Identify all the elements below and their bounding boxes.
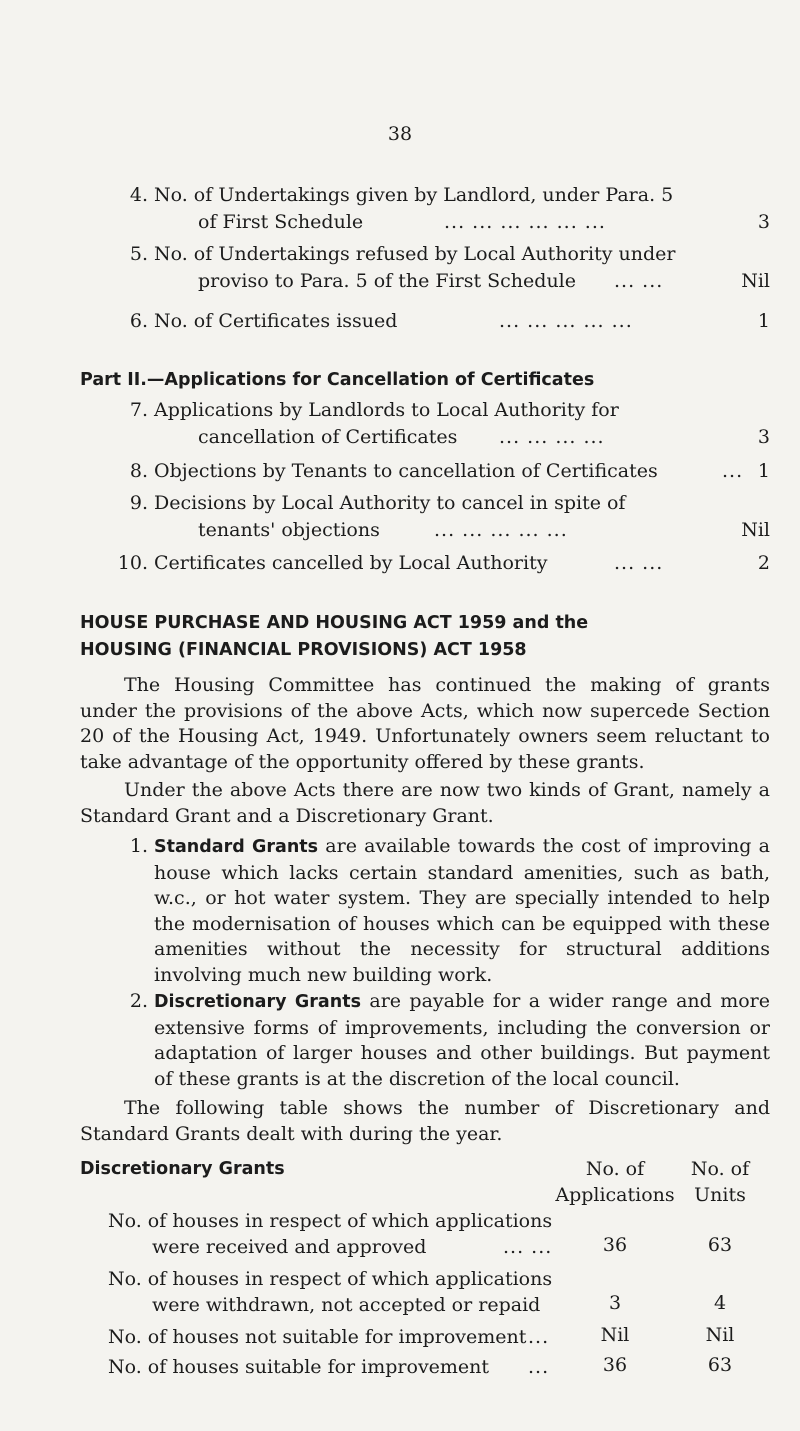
item-text: Decisions by Local Authority to cancel in spite of tenants' objections ... ... ... ... ... — [154, 490, 710, 544]
item-value: 3 — [757, 211, 770, 233]
item-value: 2 — [757, 552, 770, 574]
item-text: No. of Undertakings refused by Local Authority under proviso to Para. 5 of the First Schedule ... ... — [154, 241, 710, 295]
grant-title: Standard Grants — [154, 837, 319, 857]
paragraph: The Housing Committee has continued the making of grants under the provisions of the above Acts, which now supercede Section 20 of the Housing Act, 1949. Unfortunately owners seem reluctant to take advantage of the opportunity offered by these grants. — [80, 674, 770, 773]
list-item — [108, 397, 770, 451]
item-number: 10. — [117, 552, 148, 574]
grant-text: Discretionary Grants are payable for a wider range and more extensive forms of improvements, including the conversion or adaptation of larger houses and other buildings. But payment of these grants is at the discretion of the local council. — [154, 990, 770, 1090]
item-text: No. of Certificates issued ... ... ... ... ... — [154, 308, 710, 335]
leader-dots: ... ... ... ... ... — [499, 310, 633, 332]
table-row: No. of houses in respect of which applications were received and approved ... ... — [108, 1210, 553, 1258]
table-row: No. of houses not suitable for improvement ... — [108, 1326, 550, 1348]
item-number: 7. — [129, 399, 148, 421]
section-heading: Part II.—Applications for Cancellation of Certificates — [80, 370, 595, 390]
column-header-units: No. of Units — [690, 1158, 750, 1206]
item-value: Nil — [741, 519, 770, 541]
item-number: 8. — [129, 460, 148, 482]
cell-applications: 36 — [602, 1354, 628, 1376]
item-value: 1 — [757, 460, 770, 482]
item-text: Objections by Tenants to cancellation of Certificates ... — [154, 458, 710, 485]
list-item — [108, 182, 770, 236]
item-text: Applications by Landlords to Local Authority for cancellation of Certificates ... ... ... ... — [154, 397, 710, 451]
item-value: 1 — [757, 310, 770, 332]
leader-dots: ... ... ... ... — [499, 426, 605, 448]
leader-dots: ... ... — [614, 552, 664, 574]
item-number: 9. — [129, 492, 148, 514]
table-row: No. of houses suitable for improvement ... — [108, 1356, 550, 1378]
table-title: Discretionary Grants — [80, 1159, 285, 1179]
act-heading-2: HOUSING (FINANCIAL PROVISIONS) ACT 1958 — [80, 640, 527, 660]
leader-dots: ... ... — [614, 270, 664, 292]
list-item — [108, 550, 770, 577]
cell-units: 4 — [713, 1292, 727, 1314]
page-number: 38 — [387, 123, 413, 145]
cell-applications: Nil — [600, 1324, 630, 1346]
leader-dots: ... ... ... ... ... — [434, 519, 568, 541]
table-row: No. of houses in respect of which applications were withdrawn, not accepted or repaid — [108, 1268, 553, 1316]
cell-applications: 3 — [608, 1292, 622, 1314]
column-header-applications: No. of Applications — [555, 1158, 675, 1206]
cell-units: 63 — [707, 1354, 733, 1376]
paragraph: The following table shows the number of Discretionary and Standard Grants dealt with during the year. — [80, 1097, 770, 1145]
cell-units: Nil — [705, 1324, 735, 1346]
item-number: 1. — [129, 835, 148, 857]
item-value: 3 — [757, 426, 770, 448]
leader-dots: ... ... — [503, 1236, 553, 1258]
item-text: No. of Undertakings given by Landlord, under Para. 5 of First Schedule ... ... ... ... ... ... — [154, 182, 710, 236]
leader-dots: ... ... ... ... ... ... — [444, 211, 606, 233]
item-number: 6. — [129, 310, 148, 332]
grant-text: Standard Grants are available towards the cost of improving a house which lacks certain standard amenities, such as bath, w.c., or hot water system. They are specially intended to help the modernisation of houses which can be equipped with these amenities without the necessity for structural additions involving much new building work. — [154, 835, 770, 986]
item-number: 5. — [129, 243, 148, 265]
list-item — [108, 490, 770, 544]
cell-units: 63 — [707, 1234, 733, 1256]
grant-title: Discretionary Grants — [154, 992, 361, 1012]
item-number: 4. — [129, 184, 148, 206]
leader-dots: ... — [528, 1326, 550, 1348]
act-heading-1: HOUSE PURCHASE AND HOUSING ACT 1959 and the — [80, 613, 589, 633]
leader-dots: ... — [722, 460, 744, 482]
cell-applications: 36 — [602, 1234, 628, 1256]
item-text: Certificates cancelled by Local Authority ... ... — [154, 550, 710, 577]
list-item — [108, 458, 770, 485]
leader-dots: ... — [528, 1356, 550, 1378]
list-item — [108, 241, 770, 295]
list-item — [108, 308, 770, 335]
item-number: 2. — [129, 990, 148, 1012]
item-value: Nil — [741, 270, 770, 292]
paragraph: Under the above Acts there are now two kinds of Grant, namely a Standard Grant and a Discretionary Grant. — [80, 779, 770, 827]
